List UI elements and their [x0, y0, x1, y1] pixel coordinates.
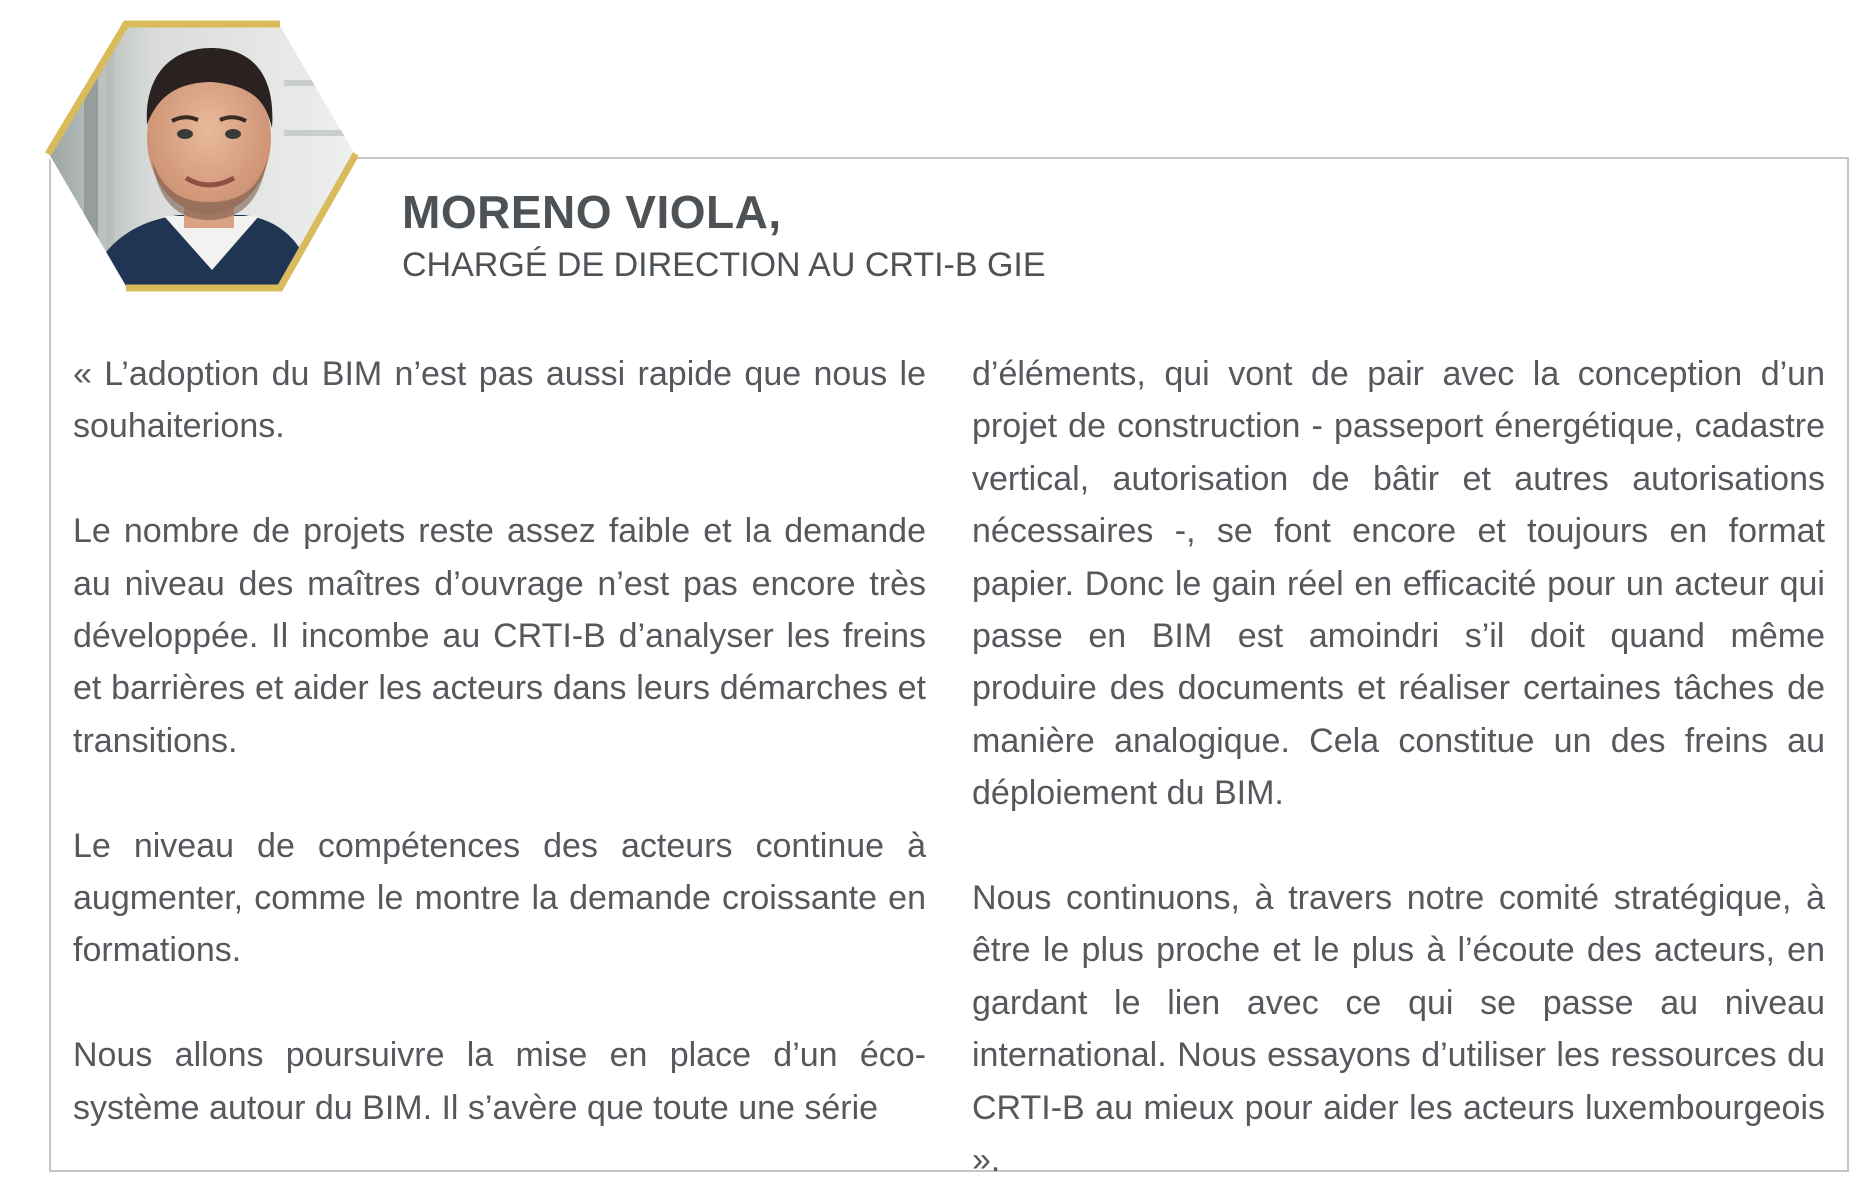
paragraph: Le niveau de compétences des acteurs continue à augmenter, comme le montre la demande croissante en formations. [73, 826, 926, 970]
left-text-column [73, 348, 926, 1134]
person-name: MORENO VIOLA, [402, 186, 782, 238]
paragraph: d’éléments, qui vont de pair avec la conception d’un projet de construction - passeport énergétique, cadastre vertical, autorisation de bâtir et autres autorisations nécessaires -, se font encore et toujours en format papier. Donc le gain réel en efficacité pour un acteur qui passe en BIM est amoindri s’il doit quand même produire des documents et réaliser certaines tâches de manière analogique. Cela constitue un des freins au déploiement du BIM. [972, 355, 1825, 813]
portrait-photo [44, 20, 358, 292]
paragraph: Nous allons poursuivre la mise en place d’un écosystème autour du BIM. Il s’avère que toute une série [73, 1036, 926, 1127]
paragraph: « L’adoption du BIM n’est pas aussi rapide que nous le souhaiterions. [73, 355, 926, 446]
right-text-column [972, 348, 1825, 1186]
quote-header [402, 186, 1046, 288]
person-role: CHARGÉ DE DIRECTION AU CRTI-B GIE [402, 246, 1046, 284]
paragraph: Nous continuons, à travers notre comité stratégique, à être le plus proche et le plus à l’écoute des acteurs, en gardant le lien avec ce qui se passe au niveau international. Nous essayons d’utiliser les ressources du CRTI-B au mieux pour aider les acteurs luxembourgeois ». [972, 879, 1825, 1180]
paragraph: Le nombre de projets reste assez faible et la demande au niveau des maîtres d’ouvrage n’est pas encore très développée. Il incombe au CRTI-B d’analyser les freins et barrières et aider les acteurs dans leurs démarches et transitions. [73, 512, 926, 760]
